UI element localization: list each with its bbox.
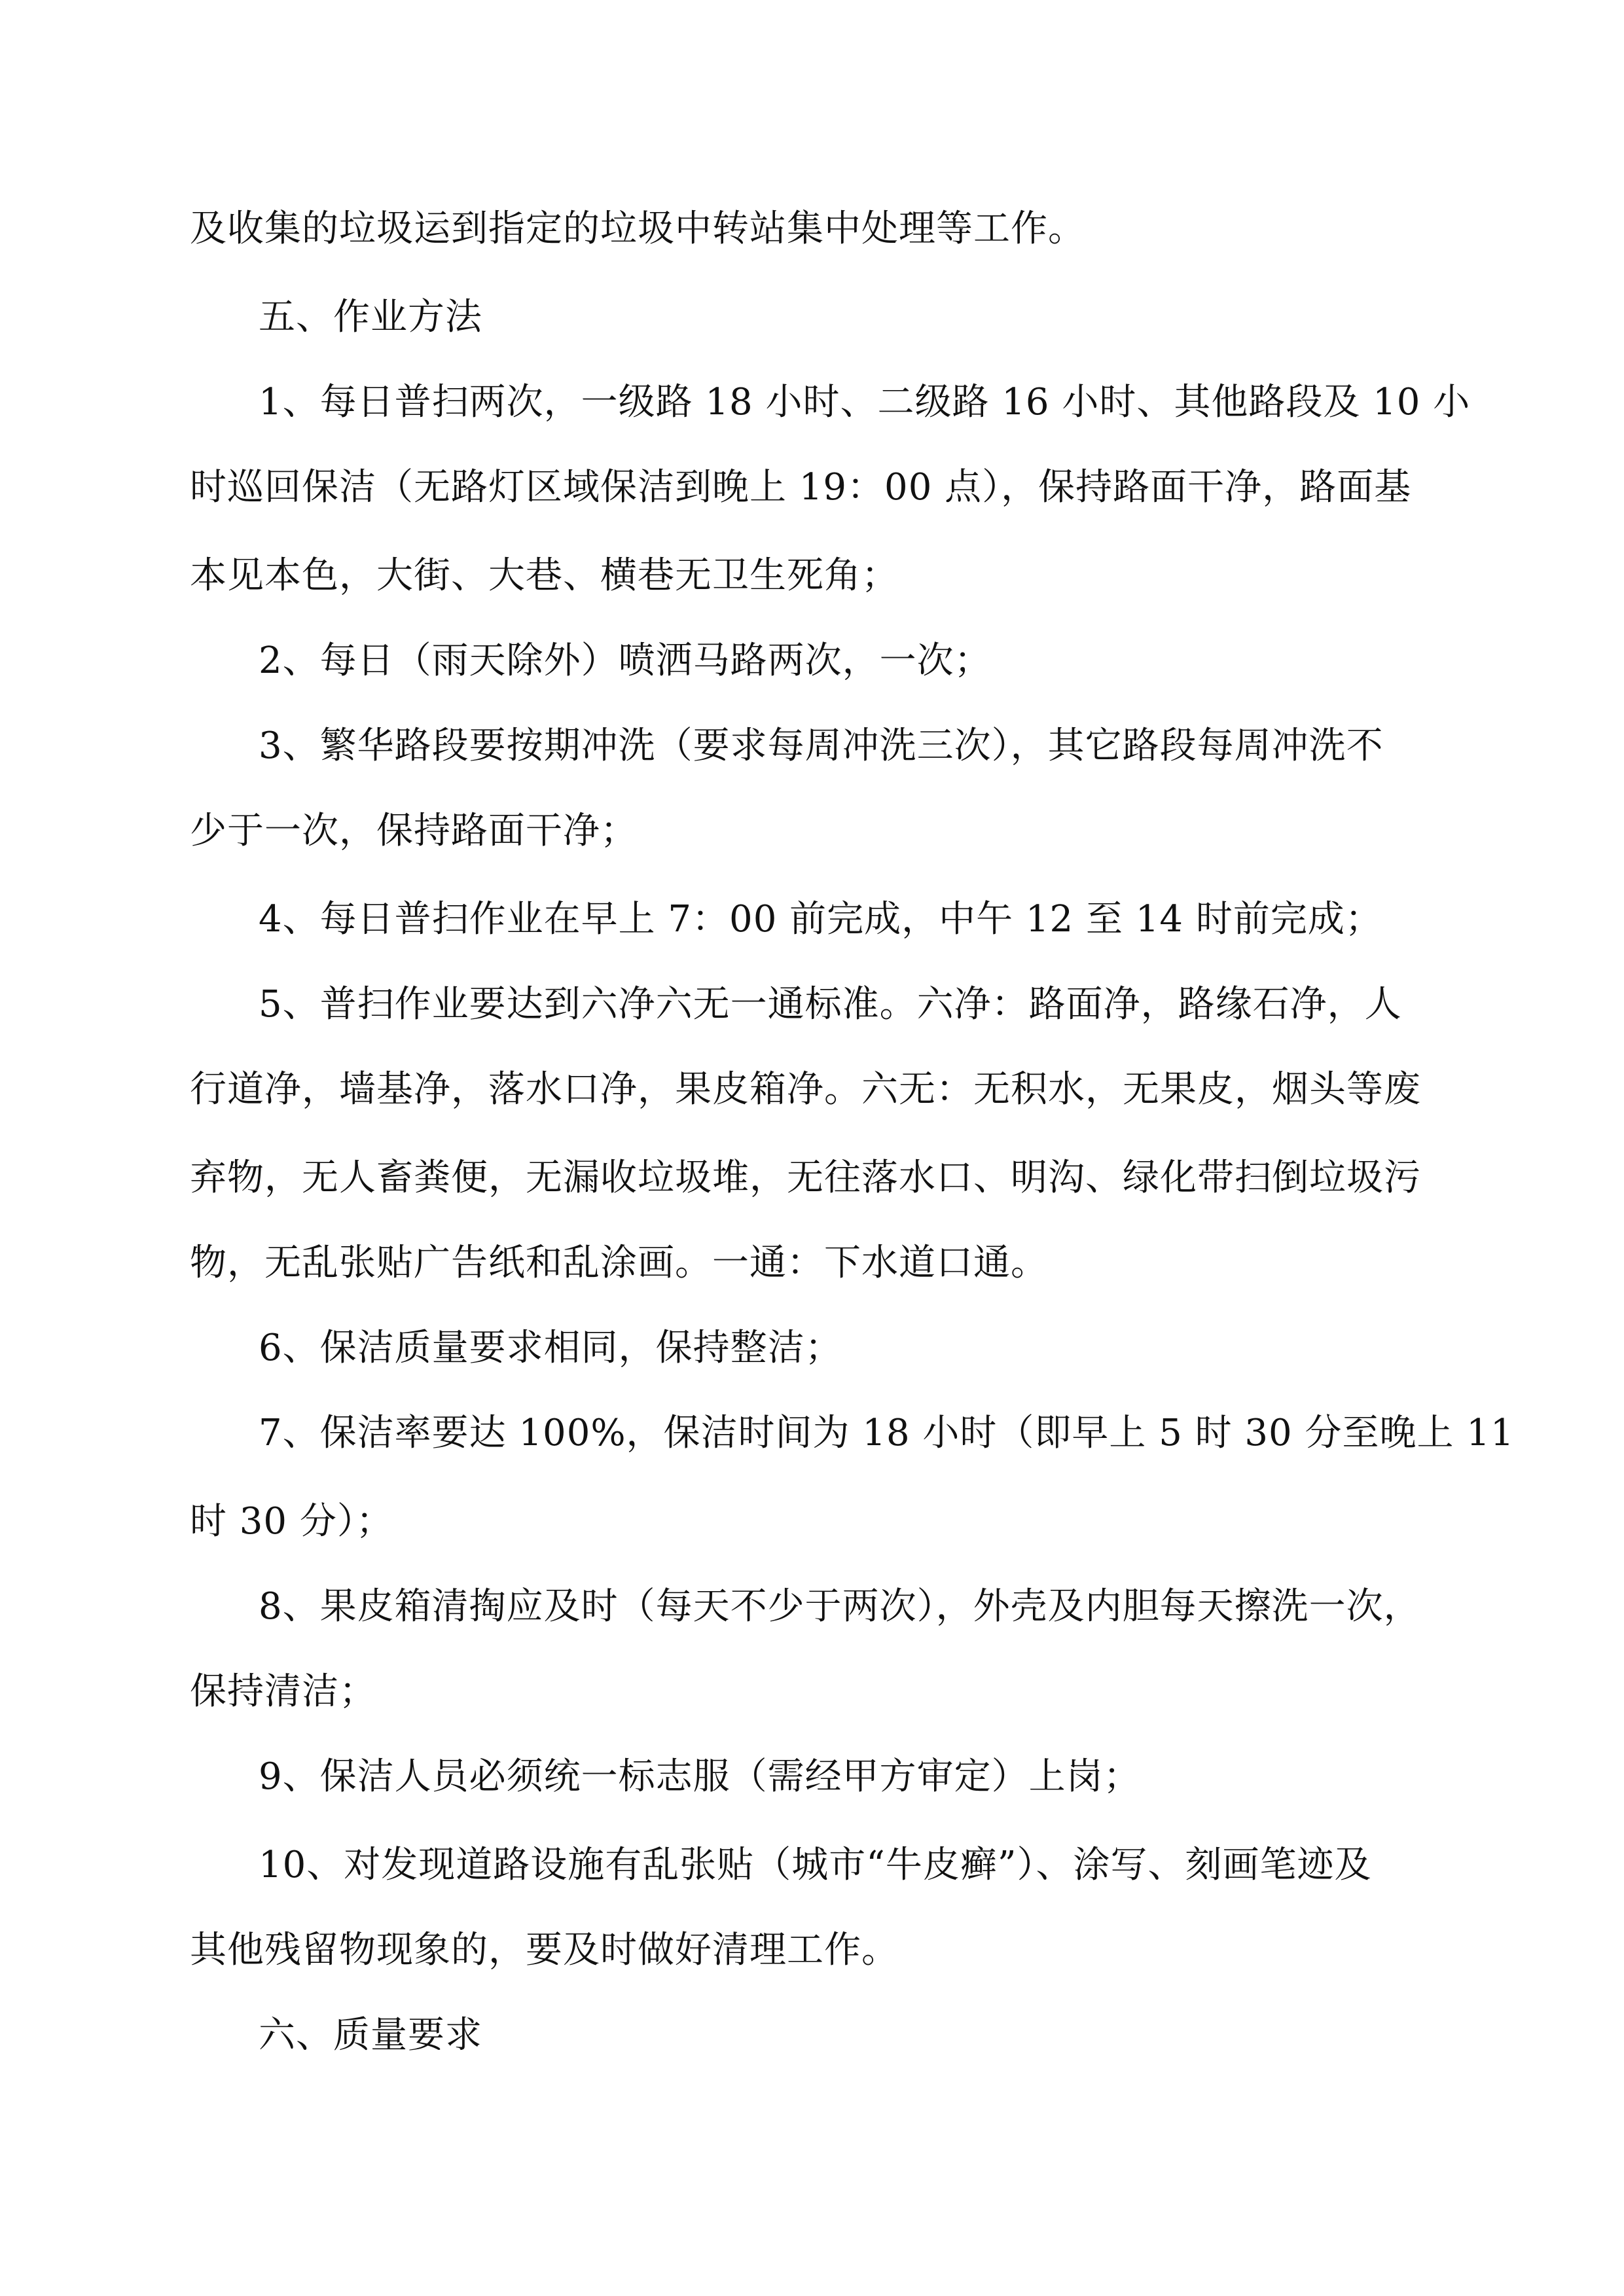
list-item: 6、保洁质量要求相同，保持整洁； xyxy=(259,1327,842,1369)
text-line: 物，无乱张贴广告纸和乱涂画。一通：下水道口通。 xyxy=(190,1242,1048,1284)
list-item: 2、每日（雨天除外）喷洒马路两次，一次； xyxy=(259,639,992,682)
text-line: 少于一次，保持路面干净； xyxy=(190,810,638,852)
text-line: 时 30 分）； xyxy=(190,1500,393,1543)
text-line: 本见本色，大街、大巷、横巷无卫生死角； xyxy=(190,554,899,597)
list-item: 9、保洁人员必须统一标志服（需经甲方审定）上岗； xyxy=(259,1755,1141,1798)
text-line: 时巡回保洁（无路灯区域保洁到晚上 19：00 点），保持路面干净，路面基 xyxy=(190,466,1412,509)
list-item: 7、保洁率要达 100%，保洁时间为 18 小时（即早上 5 时 30 分至晚上 11 xyxy=(259,1412,1515,1454)
text-line: 保持清洁； xyxy=(190,1670,376,1713)
list-item: 4、每日普扫作业在早上 7：00 前完成，中午 12 至 14 时前完成； xyxy=(259,898,1382,941)
section-heading: 六、质量要求 xyxy=(259,2014,482,2056)
list-item: 5、普扫作业要达到六净六无一通标准。六净：路面净，路缘石净，人 xyxy=(259,983,1402,1026)
text-line: 及收集的垃圾运到指定的垃圾中转站集中处理等工作。 xyxy=(190,207,1085,250)
text-line: 弃物，无人畜粪便，无漏收垃圾堆，无往落水口、明沟、绿化带扫倒垃圾污 xyxy=(190,1157,1421,1199)
section-heading: 五、作业方法 xyxy=(259,296,482,338)
text-line: 行道净，墙基净，落水口净，果皮箱净。六无：无积水，无果皮，烟头等废 xyxy=(190,1068,1421,1111)
list-item: 8、果皮箱清掏应及时（每天不少于两次），外壳及内胆每天擦洗一次， xyxy=(259,1585,1421,1628)
list-item: 1、每日普扫两次，一级路 18 小时、二级路 16 小时、其他路段及 10 小 xyxy=(259,381,1471,423)
text-line: 其他残留物现象的，要及时做好清理工作。 xyxy=(190,1929,899,1971)
list-item: 10、对发现道路设施有乱张贴（城市“牛皮癣”）、涂写、刻画笔迹及 xyxy=(259,1844,1372,1886)
list-item: 3、繁华路段要按期冲洗（要求每周冲洗三次），其它路段每周冲洗不 xyxy=(259,725,1384,767)
